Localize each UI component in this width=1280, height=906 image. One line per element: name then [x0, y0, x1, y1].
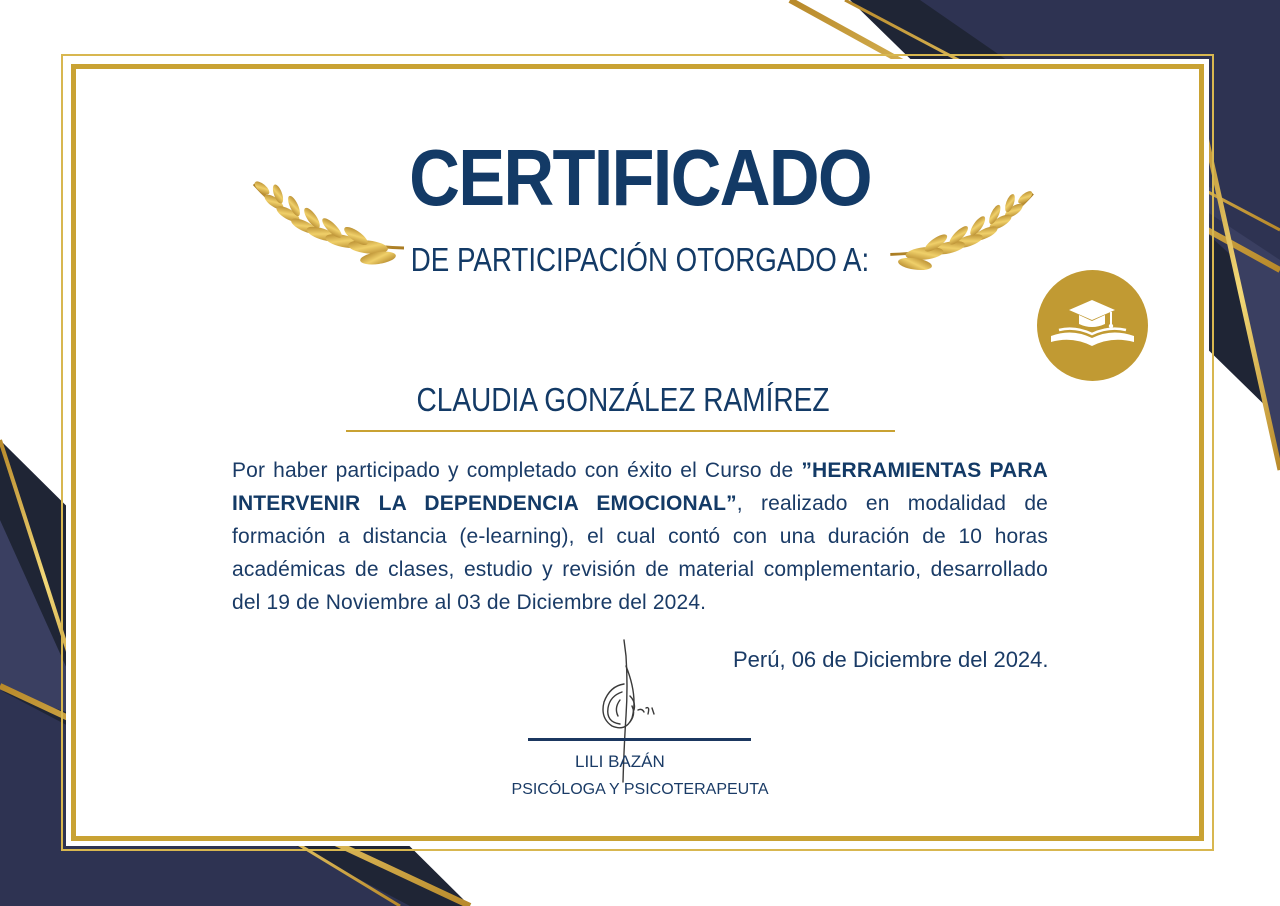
signer-name: LILI BAZÁN	[575, 752, 665, 771]
course-name: ”HERRAMIENTAS PARA INTERVENIR LA DEPENDENCIA EMOCIONAL”	[232, 459, 1048, 515]
certificate-subtitle: DE PARTICIPACIÓN OTORGADO A:	[410, 241, 870, 278]
signature-line	[528, 738, 751, 741]
place-and-date: Perú, 06 de Diciembre del 2024.	[733, 647, 1049, 672]
recipient-name: CLAUDIA GONZÁLEZ RAMÍREZ	[416, 381, 830, 418]
body-intro: Por haber participado y completado con éxito el Curso de	[232, 459, 802, 482]
name-underline	[346, 430, 895, 432]
graduation-cap-book-icon	[1037, 270, 1148, 381]
certificate-body	[232, 454, 1048, 619]
certificate-title: CERTIFICADO	[409, 133, 871, 222]
graduation-badge	[1037, 270, 1148, 381]
body-rest: , realizado en modalidad de formación a distancia (e-learning), el cual contó con una duración de 10 horas académicas de clases, estudio y revisión de material complementario, desarrollado del 19 de Noviembre al 03 de Diciembre del 2024.	[232, 492, 1048, 614]
laurel-right-icon	[880, 186, 1045, 281]
signer-role: PSICÓLOGA Y PSICOTERAPEUTA	[511, 781, 769, 798]
